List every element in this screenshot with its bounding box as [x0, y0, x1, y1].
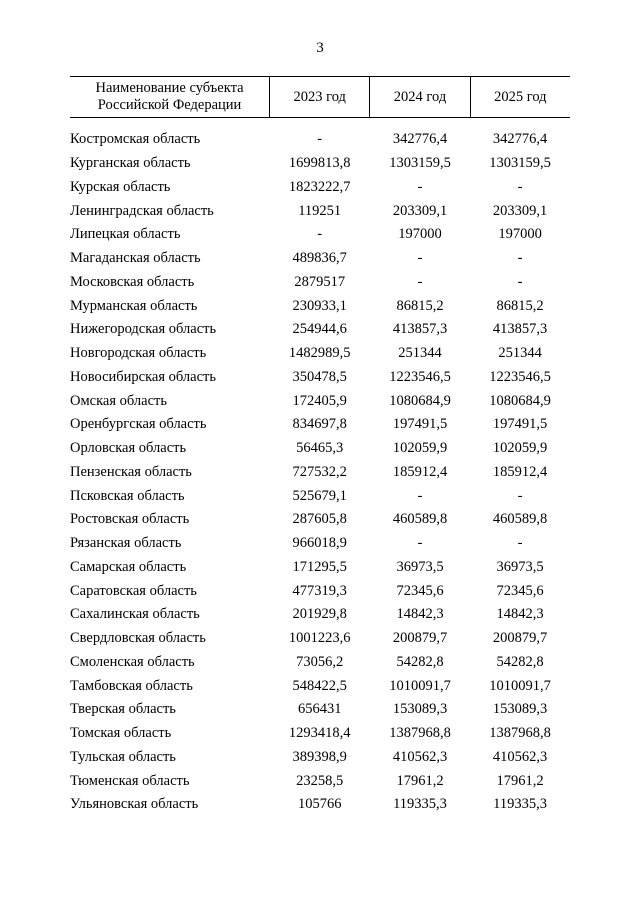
subject-name-cell: Нижегородская область	[70, 321, 217, 338]
value-2024-cell: -	[417, 250, 423, 267]
value-2023-cell: 1823222,7	[288, 178, 351, 195]
table-body	[70, 118, 570, 817]
value-2025-cell: 86815,2	[496, 297, 544, 314]
subject-name-cell: Московская область	[70, 273, 195, 290]
header-2024: 2024 год	[370, 77, 470, 118]
value-2023-cell: 201929,8	[292, 606, 347, 623]
value-2024-cell: -	[417, 273, 423, 290]
table-row	[70, 603, 570, 627]
table-row	[70, 461, 570, 485]
value-2023-cell: 230933,1	[292, 297, 347, 314]
value-2023-cell: 727532,2	[292, 463, 347, 480]
value-2024-cell: 119335,3	[393, 796, 447, 813]
value-2024-cell: 36973,5	[396, 558, 444, 575]
header-2023: 2023 год	[270, 77, 370, 118]
table-row	[70, 793, 570, 817]
value-2025-cell: -	[517, 250, 523, 267]
value-2023-cell: 172405,9	[292, 392, 347, 409]
value-2024-cell: 185912,4	[392, 463, 448, 480]
table-row	[70, 247, 570, 271]
value-2025-cell: 14842,3	[496, 606, 544, 623]
subject-name-cell: Томская область	[70, 725, 172, 742]
table-row	[70, 651, 570, 675]
table-row	[70, 199, 570, 223]
value-2025-cell: 1223546,5	[489, 368, 551, 385]
subject-name-cell: Тверская область	[70, 701, 176, 718]
value-2025-cell: 1080684,9	[489, 392, 551, 409]
table-header	[70, 77, 570, 118]
value-2025-cell: -	[517, 535, 523, 552]
value-2023-cell: 1482989,5	[288, 345, 351, 362]
header-2025: 2025 год	[470, 77, 570, 118]
header-row	[70, 77, 570, 118]
value-2025-cell: 1387968,8	[489, 725, 551, 742]
subject-name-cell: Ульяновская область	[70, 796, 199, 813]
table-row	[70, 366, 570, 390]
value-2023-cell: -	[317, 226, 323, 243]
table-row	[70, 271, 570, 295]
value-2023-cell: 477319,3	[292, 582, 347, 599]
subject-name-cell: Липецкая область	[70, 226, 181, 243]
value-2023-cell: 119251	[298, 202, 342, 219]
value-2023-cell: 105766	[297, 796, 342, 813]
table-row	[70, 508, 570, 532]
value-2025-cell: -	[517, 487, 523, 504]
value-2024-cell: -	[417, 178, 423, 195]
value-2023-cell: 287605,8	[292, 511, 347, 528]
subject-name-cell: Псковская область	[70, 487, 185, 504]
value-2025-cell: 460589,8	[492, 511, 548, 528]
table-row	[70, 556, 570, 580]
header-subject-line2: Российской Федерации	[97, 97, 242, 113]
table-row	[70, 674, 570, 698]
subject-name-cell: Мурманская область	[70, 297, 198, 314]
table-row	[70, 389, 570, 413]
page-number: 3	[316, 40, 324, 56]
value-2023-cell: 1293418,4	[288, 725, 351, 742]
table-row	[70, 698, 570, 722]
value-2024-cell: 153089,3	[392, 701, 448, 718]
value-2023-cell: 254944,6	[292, 321, 347, 338]
value-2025-cell: 197000	[498, 226, 542, 243]
value-2023-cell: 2879517	[294, 273, 346, 290]
value-2023-cell: 489836,7	[292, 250, 347, 267]
value-2023-cell: 966018,9	[292, 535, 347, 552]
subject-name-cell: Оренбургская область	[70, 416, 207, 433]
spacer-row	[70, 118, 570, 129]
subject-name-cell: Магаданская область	[70, 250, 201, 267]
value-2025-cell: -	[517, 178, 523, 195]
subject-name-cell: Курганская область	[70, 155, 191, 172]
value-2025-cell: 413857,3	[492, 321, 548, 338]
subsidy-table	[70, 76, 570, 817]
value-2024-cell: 460589,8	[392, 511, 448, 528]
subject-name-cell: Тамбовская область	[70, 677, 193, 694]
subject-name-cell: Костромская область	[70, 131, 201, 148]
value-2025-cell: 1303159,5	[489, 155, 551, 172]
value-2024-cell: 203309,1	[392, 202, 448, 219]
value-2023-cell: 23258,5	[296, 772, 344, 789]
subject-name-cell: Тульская область	[70, 748, 176, 765]
subject-name-cell: Новосибирская область	[70, 368, 216, 385]
subject-name-cell: Саратовская область	[70, 582, 197, 599]
table-row	[70, 342, 570, 366]
value-2024-cell: 14842,3	[396, 606, 444, 623]
value-2023-cell: 171295,5	[292, 558, 347, 575]
spacer-cell	[70, 118, 570, 129]
subject-name-cell: Тюменская область	[70, 772, 190, 789]
table-row	[70, 746, 570, 770]
value-2023-cell: -	[317, 131, 323, 148]
value-2024-cell: 54282,8	[396, 653, 444, 670]
value-2024-cell: -	[417, 487, 423, 504]
value-2025-cell: 72345,6	[496, 582, 544, 599]
value-2025-cell: 54282,8	[496, 653, 544, 670]
table-row	[70, 484, 570, 508]
value-2023-cell: 548422,5	[292, 677, 347, 694]
value-2024-cell: 1303159,5	[389, 155, 451, 172]
subject-name-cell: Рязанская область	[70, 535, 182, 552]
table-row	[70, 128, 570, 152]
value-2025-cell: 251344	[498, 345, 542, 362]
value-2025-cell: 197491,5	[492, 416, 548, 433]
table-row	[70, 176, 570, 200]
value-2024-cell: -	[417, 535, 423, 552]
subject-name-cell: Ленинградская область	[70, 202, 214, 219]
value-2024-cell: 1010091,7	[389, 677, 451, 694]
value-2025-cell: 200879,7	[492, 630, 548, 647]
value-2024-cell: 1387968,8	[389, 725, 451, 742]
value-2023-cell: 834697,8	[292, 416, 347, 433]
table-row	[70, 627, 570, 651]
value-2024-cell: 17961,2	[396, 772, 444, 789]
value-2024-cell: 413857,3	[392, 321, 448, 338]
value-2025-cell: 153089,3	[492, 701, 548, 718]
subject-name-cell: Новгородская область	[70, 345, 207, 362]
table-row	[70, 769, 570, 793]
value-2024-cell: 102059,9	[392, 440, 448, 457]
value-2024-cell: 200879,7	[392, 630, 448, 647]
value-2024-cell: 197491,5	[392, 416, 448, 433]
subject-name-cell: Омская область	[70, 392, 167, 409]
subject-name-cell: Курская область	[70, 178, 171, 195]
table-row	[70, 294, 570, 318]
value-2024-cell: 86815,2	[396, 297, 444, 314]
subject-name-cell: Пензенская область	[70, 463, 192, 480]
table-row	[70, 223, 570, 247]
value-2025-cell: 185912,4	[492, 463, 548, 480]
subject-name-cell: Самарская область	[70, 558, 187, 575]
table-row	[70, 437, 570, 461]
value-2023-cell: 350478,5	[292, 368, 347, 385]
value-2025-cell: 119335,3	[493, 796, 547, 813]
value-2025-cell: -	[517, 273, 523, 290]
value-2024-cell: 410562,3	[392, 748, 448, 765]
value-2025-cell: 342776,4	[492, 131, 548, 148]
value-2023-cell: 656431	[297, 701, 342, 718]
value-2023-cell: 73056,2	[296, 653, 344, 670]
header-subject-line1: Наименование субъекта	[95, 80, 244, 96]
subject-name-cell: Сахалинская область	[70, 606, 200, 623]
value-2023-cell: 389398,9	[292, 748, 347, 765]
table-row	[70, 413, 570, 437]
value-2023-cell: 1001223,6	[288, 630, 351, 647]
value-2024-cell: 251344	[398, 345, 442, 362]
subject-name-cell: Свердловская область	[70, 630, 206, 647]
value-2024-cell: 342776,4	[392, 131, 448, 148]
value-2024-cell: 197000	[398, 226, 442, 243]
value-2025-cell: 410562,3	[492, 748, 548, 765]
subject-name-cell: Орловская область	[70, 440, 187, 457]
table-row	[70, 579, 570, 603]
value-2024-cell: 72345,6	[396, 582, 444, 599]
subject-name-cell: Смоленская область	[70, 653, 195, 670]
value-2024-cell: 1080684,9	[389, 392, 451, 409]
value-2025-cell: 36973,5	[496, 558, 544, 575]
table-row	[70, 318, 570, 342]
value-2025-cell: 203309,1	[492, 202, 548, 219]
value-2023-cell: 525679,1	[292, 487, 347, 504]
value-2023-cell: 1699813,8	[288, 155, 351, 172]
value-2024-cell: 1223546,5	[389, 368, 451, 385]
value-2025-cell: 17961,2	[496, 772, 544, 789]
value-2023-cell: 56465,3	[296, 440, 344, 457]
table-row	[70, 152, 570, 176]
value-2025-cell: 102059,9	[492, 440, 548, 457]
table-row	[70, 532, 570, 556]
header-subject-name	[70, 77, 270, 118]
subject-name-cell: Ростовская область	[70, 511, 190, 528]
value-2025-cell: 1010091,7	[489, 677, 551, 694]
table-row	[70, 722, 570, 746]
